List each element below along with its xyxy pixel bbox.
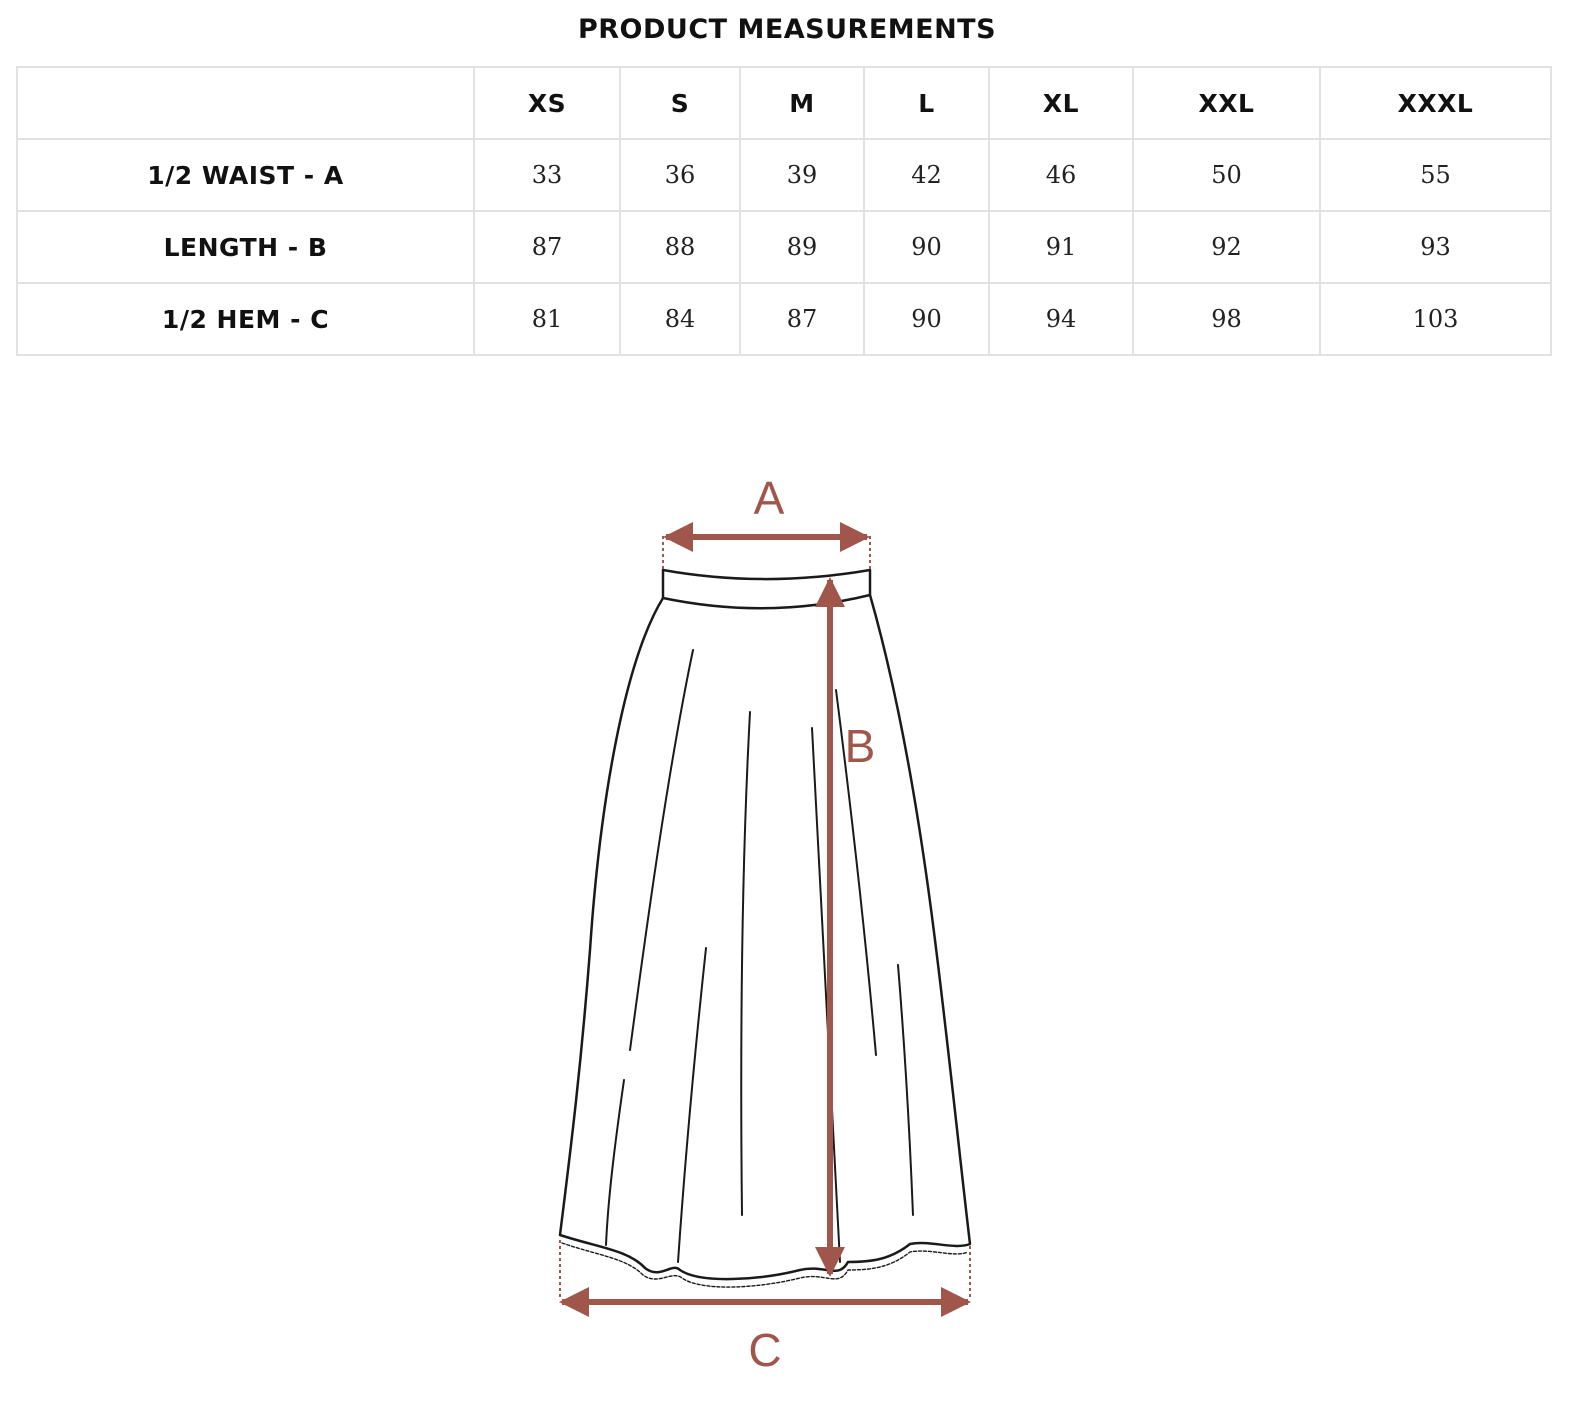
- table-cell: 88: [620, 211, 740, 283]
- table-cell: 93: [1320, 211, 1551, 283]
- header-size-m: M: [740, 67, 864, 139]
- skirt-fold: [630, 650, 693, 1050]
- table-cell: 33: [474, 139, 620, 211]
- skirt-fold: [741, 712, 750, 1215]
- table-cell: 81: [474, 283, 620, 355]
- page-title: PRODUCT MEASUREMENTS: [577, 14, 997, 45]
- row-label-hem: 1/2 HEM - C: [17, 283, 474, 355]
- measurement-a: [663, 472, 870, 570]
- header-size-xxl: XXL: [1133, 67, 1320, 139]
- row-label-waist: 1/2 WAIST - A: [17, 139, 474, 211]
- header-size-s: S: [620, 67, 740, 139]
- skirt-fold: [898, 965, 913, 1215]
- header-size-xs: XS: [474, 67, 620, 139]
- table-cell: 91: [989, 211, 1133, 283]
- label-c: C: [748, 1324, 782, 1376]
- skirt-illustration: [560, 570, 970, 1287]
- table-cell: 55: [1320, 139, 1551, 211]
- table-cell: 50: [1133, 139, 1320, 211]
- hem-stitching: [562, 1243, 968, 1287]
- measurement-c: [560, 1240, 970, 1376]
- table-cell: 46: [989, 139, 1133, 211]
- table-cell: 90: [864, 211, 989, 283]
- skirt-fold: [678, 948, 706, 1262]
- label-b: B: [844, 720, 876, 772]
- table-cell: 98: [1133, 283, 1320, 355]
- table-cell: 42: [864, 139, 989, 211]
- skirt-outline: [560, 595, 970, 1279]
- label-a: A: [753, 472, 785, 524]
- table-cell: 92: [1133, 211, 1320, 283]
- skirt-fold: [606, 1080, 624, 1245]
- header-size-l: L: [864, 67, 989, 139]
- table-cell: 94: [989, 283, 1133, 355]
- table-cell: 103: [1320, 283, 1551, 355]
- table-cell: 90: [864, 283, 989, 355]
- table-cell: 36: [620, 139, 740, 211]
- table-cell: 87: [740, 283, 864, 355]
- table-cell: 84: [620, 283, 740, 355]
- measurement-b: [830, 580, 875, 1274]
- table-cell: 89: [740, 211, 864, 283]
- skirt-fold: [812, 728, 840, 1262]
- table-cell: 87: [474, 211, 620, 283]
- table-cell: 39: [740, 139, 864, 211]
- waistband: [663, 570, 870, 608]
- row-label-length: LENGTH - B: [17, 211, 474, 283]
- header-size-xxxl: XXXL: [1320, 67, 1551, 139]
- header-size-xl: XL: [989, 67, 1133, 139]
